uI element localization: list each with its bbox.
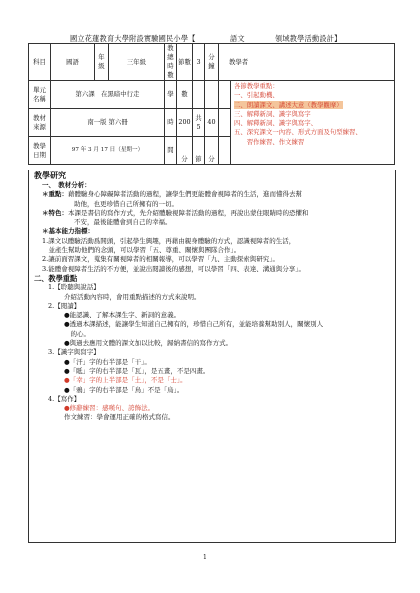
focus-item-4: 四、解釋新詞、識字與寫字、 — [234, 119, 318, 128]
periods-label: 節數 — [177, 44, 193, 81]
feature-label: ＊特色： — [42, 208, 68, 217]
focus-item-6: 習作練習、作文練習 — [234, 137, 305, 146]
plan-title: 領域教學活動設計】 — [275, 34, 342, 43]
subject-name: 語文 — [230, 34, 245, 43]
composition-line-2: 作文練習：學會運用正確的格式寫信。 — [64, 413, 175, 422]
study-minutes — [219, 81, 231, 109]
focus-title: 各節教學重點： — [234, 82, 279, 90]
material-label: 教材來源 — [29, 109, 51, 137]
focus-item-2: 二、朗讀課文、講述大意（教學觀摩） — [234, 100, 343, 109]
focus-item-3: 三、解釋新詞、識字與寫字 — [234, 109, 311, 118]
date-value: 97 年 3 月 17 日（星期一） — [51, 137, 165, 165]
listening-title: 1.【聆聽與說話】 — [48, 283, 100, 292]
minutes-blank — [219, 109, 231, 137]
date-blank — [219, 137, 231, 165]
minutes-value: 40 — [205, 109, 219, 137]
focus-text-2: 助他，也更珍惜自己所擁有的一切。 — [74, 199, 178, 208]
focus-item-1: 一、引起動機、 — [234, 91, 279, 100]
study-blank — [193, 81, 205, 109]
focus-line-1 — [34, 190, 390, 199]
study-value: 數 — [177, 81, 193, 109]
total-label-cell — [193, 109, 205, 137]
guide-item-2: 並產生幫助他們的念頭，可以學習「五、尊重、關懷與團隊合作」。 — [42, 246, 241, 255]
focus-text-1: 藉體驗身心障礙障者活動的過程，讓學生們更能體會視障者的生活，進而懂得去幫 — [68, 190, 302, 199]
writing-chars-line-1: ●「汗」字的右半部是「干」。 — [64, 357, 151, 366]
reading-line-2: ●透過本課描述，能讓學生知道自己擁有的，珍惜自己所有，並能培養幫助別人，關懷別人 — [64, 320, 324, 329]
composition-line-1: ●修辭練習：感嘆句、誇飾法。 — [64, 404, 155, 413]
feature-text-1: 本課是書信的寫作方式，先介紹體驗視障者活動的過程，再說出蒙住眼睛時的恐懼和 — [68, 208, 309, 217]
guide-item-1: 1.課文以體驗活動爲開頭，引起學生興趣，再藉由親身體驗的方式，認識視障者的生活， — [42, 236, 296, 245]
reading-line-3: 的心。 — [64, 329, 90, 338]
research-section — [34, 170, 390, 423]
periods-value: 3 — [193, 44, 205, 81]
total-periods: 5 — [196, 122, 201, 131]
page-number: 1 — [203, 554, 207, 561]
between-label: 間 — [165, 137, 177, 165]
focus-item-5: 五、深究課文一內容、形式方面及句型練習、 — [234, 128, 362, 137]
focus-cell — [231, 81, 395, 165]
listening-line-1: 介紹活動內容時，會用重點描述的方式來說明。 — [64, 292, 201, 301]
research-heading: 教學研究 — [34, 170, 66, 180]
guide-label: ＊基本能力指標： — [42, 227, 94, 236]
minutes-label: 分鐘 — [205, 44, 219, 81]
guide-item-4: 3.能體會視障者生活的不方便，並說出閱讀後的感想，可以學習「四、表達、溝通與分享」。 — [42, 264, 305, 273]
periods-unit: 節 — [193, 137, 205, 165]
info-table — [28, 43, 395, 165]
subject-value: 國語 — [51, 44, 95, 81]
study-label: 學 — [165, 81, 177, 109]
unit-value: 第六課 在黑暗中行走 — [51, 81, 165, 109]
grade-label: 年級 — [95, 44, 109, 81]
reading-line-4: ●與過去應用文體的課文加以比較，歸納書信的寫作方式。 — [64, 339, 233, 348]
key-heading: 二、教學重點 — [34, 273, 78, 283]
total-label: 共 — [195, 113, 202, 122]
study-periods — [205, 81, 219, 109]
time-label: 時 — [165, 109, 177, 137]
composition-title: 4.【寫作】 — [48, 394, 81, 403]
subject-label: 科目 — [29, 44, 51, 81]
writing-chars-line-2: ●「眡」字的右半部是「瓦」，是五畫，不是四畫。 — [64, 366, 210, 375]
reading-title: 2.【閱讀】 — [48, 301, 81, 310]
analysis-heading: 一、 教材分析： — [42, 181, 91, 189]
writing-chars-line-3: ●「幸」字的上半部是「土」，不是「士」。 — [64, 376, 187, 385]
writing-chars-title: 3.【識字與寫字】 — [48, 348, 100, 357]
minutes-unit-2: 分 — [205, 137, 219, 165]
teacher-label: 教學者 — [219, 44, 395, 81]
unit-label: 單元名稱 — [29, 81, 51, 109]
guide-item-3: 2.讓前面習課文，蒐集有關視障者的相關報導，可以學習「九、主動探索與研究」。 — [42, 255, 279, 264]
feature-line-1 — [34, 209, 390, 218]
minutes-unit-1: 分 — [177, 137, 193, 165]
focus-label: ＊重點： — [42, 190, 68, 199]
writing-chars-line-4: ●「鴉」字的右半部是「鳥」不是「烏」。 — [64, 385, 184, 394]
teaching-hours-label: 教總時數 — [165, 44, 177, 81]
date-label: 教學日期 — [29, 137, 51, 165]
school-name: 國立花蓮教育大學附設實驗國民小學【 — [70, 34, 196, 43]
reading-line-1: ●能認識、了解本課生字、新詞的意義。 — [64, 311, 181, 320]
material-value: 南一版 第六冊 — [51, 109, 165, 137]
feature-text-2: 不安，最後能體會到自己的幸福。 — [74, 218, 172, 227]
grade-value: 三年級 — [109, 44, 165, 81]
time-value: 200 — [177, 109, 193, 137]
